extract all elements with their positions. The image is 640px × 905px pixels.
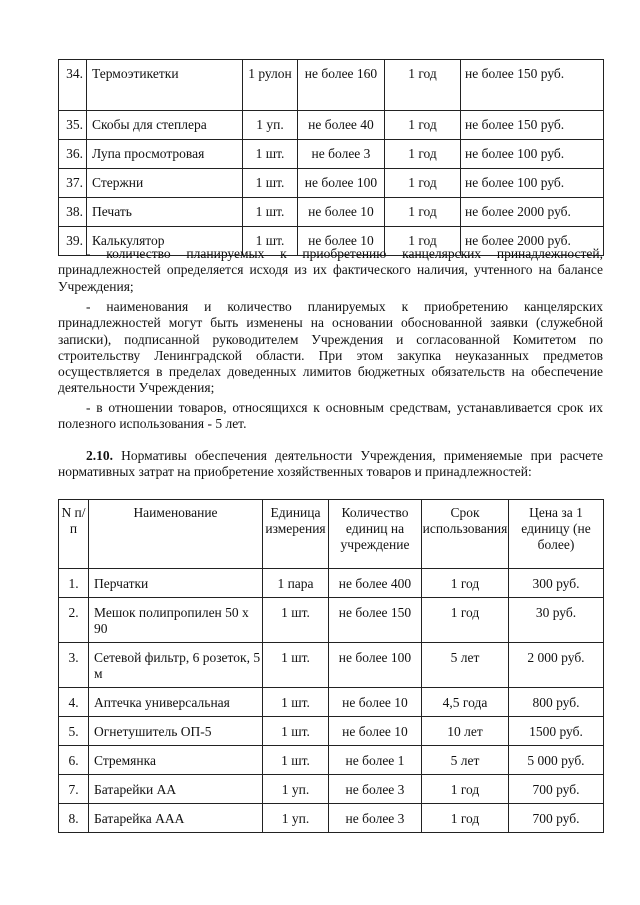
cell-qty: не более 3	[298, 140, 385, 169]
cell-term: 1 год	[422, 598, 509, 643]
header-term: Срок использования	[422, 500, 509, 569]
cell-unit: 1 шт.	[263, 688, 329, 717]
table-header-row	[59, 500, 604, 569]
section-number: 2.10.	[86, 448, 113, 463]
section-heading	[58, 448, 603, 481]
header-price: Цена за 1 единицу (не более)	[509, 500, 604, 569]
table-row	[59, 140, 604, 169]
supplies-table-continued	[58, 59, 604, 256]
header-qty: Количество единиц на учреждение	[329, 500, 422, 569]
table-row	[59, 169, 604, 198]
cell-name: Огнетушитель ОП-5	[89, 717, 263, 746]
cell-name: Сетевой фильтр, 6 розеток, 5 м	[89, 643, 263, 688]
cell-qty: не более 150	[329, 598, 422, 643]
cell-price: 800 руб.	[509, 688, 604, 717]
cell-term: 1 год	[385, 227, 461, 256]
cell-qty: не более 3	[329, 804, 422, 833]
cell-qty: не более 3	[329, 775, 422, 804]
cell-name: Лупа просмотровая	[87, 140, 243, 169]
cell-qty: не более 160	[298, 60, 385, 111]
cell-unit: 1 рулон	[243, 60, 298, 111]
table-row	[59, 804, 604, 833]
table-row	[59, 717, 604, 746]
header-unit: Единица измерения	[263, 500, 329, 569]
cell-qty: не более 1	[329, 746, 422, 775]
table-row	[59, 643, 604, 688]
cell-unit: 1 уп.	[243, 111, 298, 140]
cell-num: 7.	[59, 775, 89, 804]
cell-qty: не более 10	[329, 717, 422, 746]
cell-name: Стремянка	[89, 746, 263, 775]
cell-price: 2 000 руб.	[509, 643, 604, 688]
cell-unit: 1 уп.	[263, 775, 329, 804]
cell-price: 700 руб.	[509, 775, 604, 804]
table-row	[59, 598, 604, 643]
cell-name: Стержни	[87, 169, 243, 198]
cell-price: не более 2000 руб.	[461, 227, 604, 256]
cell-num: 1.	[59, 569, 89, 598]
household-goods-table	[58, 499, 604, 833]
cell-num: 36.	[59, 140, 87, 169]
cell-price: не более 150 руб.	[461, 111, 604, 140]
table-row	[59, 775, 604, 804]
cell-term: 4,5 года	[422, 688, 509, 717]
cell-price: не более 2000 руб.	[461, 198, 604, 227]
cell-term: 1 год	[385, 111, 461, 140]
cell-term: 1 год	[422, 804, 509, 833]
cell-price: не более 100 руб.	[461, 140, 604, 169]
cell-term: 1 год	[385, 169, 461, 198]
cell-num: 6.	[59, 746, 89, 775]
cell-name: Скобы для степлера	[87, 111, 243, 140]
cell-term: 1 год	[385, 140, 461, 169]
cell-unit: 1 уп.	[263, 804, 329, 833]
cell-qty: не более 100	[329, 643, 422, 688]
cell-term: 1 год	[422, 569, 509, 598]
cell-num: 39.	[59, 227, 87, 256]
cell-unit: 1 пара	[263, 569, 329, 598]
cell-unit: 1 шт.	[243, 198, 298, 227]
note-fixed-assets: - в отношении товаров, относящихся к основным средствам, устанавливается срок их полезного использования - 5 лет.	[58, 400, 603, 432]
cell-price: 700 руб.	[509, 804, 604, 833]
cell-unit: 1 шт.	[243, 227, 298, 256]
table-row	[59, 569, 604, 598]
cell-num: 4.	[59, 688, 89, 717]
cell-num: 37.	[59, 169, 87, 198]
cell-price: 5 000 руб.	[509, 746, 604, 775]
note-names-changes: - наименования и количество планируемых к приобретению канцелярских принадлежностей могут быть изменены на основании обоснованной заявки (служебной записки), подписанной руководителем Учреждения и согласованной Комитетом по строительству Ленинградской области. При этом закупка неуказанных предметов осуществляется в пределах доведенных лимитов бюджетных обязательств на обеспечение деятельности Учреждения;	[58, 299, 603, 396]
table-row	[59, 688, 604, 717]
cell-num: 34.	[59, 60, 87, 111]
cell-qty: не более 10	[329, 688, 422, 717]
cell-term: 10 лет	[422, 717, 509, 746]
cell-price: 300 руб.	[509, 569, 604, 598]
cell-name: Батарейка ААА	[89, 804, 263, 833]
cell-name: Перчатки	[89, 569, 263, 598]
cell-qty: не более 100	[298, 169, 385, 198]
cell-name: Мешок полипропилен 50 х 90	[89, 598, 263, 643]
table-row	[59, 111, 604, 140]
table-row	[59, 60, 604, 111]
header-num: N п/п	[59, 500, 89, 569]
cell-num: 38.	[59, 198, 87, 227]
cell-term: 1 год	[385, 198, 461, 227]
cell-unit: 1 шт.	[243, 169, 298, 198]
header-name: Наименование	[89, 500, 263, 569]
table-row	[59, 746, 604, 775]
cell-num: 35.	[59, 111, 87, 140]
cell-unit: 1 шт.	[263, 643, 329, 688]
table-row	[59, 198, 604, 227]
cell-unit: 1 шт.	[243, 140, 298, 169]
cell-num: 5.	[59, 717, 89, 746]
cell-qty: не более 400	[329, 569, 422, 598]
cell-num: 3.	[59, 643, 89, 688]
cell-qty: не более 40	[298, 111, 385, 140]
cell-unit: 1 шт.	[263, 598, 329, 643]
cell-num: 2.	[59, 598, 89, 643]
cell-term: 1 год	[385, 60, 461, 111]
cell-price: 1500 руб.	[509, 717, 604, 746]
cell-price: 30 руб.	[509, 598, 604, 643]
cell-term: 5 лет	[422, 746, 509, 775]
cell-unit: 1 шт.	[263, 717, 329, 746]
cell-name: Аптечка универсальная	[89, 688, 263, 717]
section-text: Нормативы обеспечения деятельности Учреждения, применяемые при расчете нормативных затрат на приобретение хозяйственных товаров и принадлежностей:	[58, 448, 603, 480]
cell-name: Батарейки АА	[89, 775, 263, 804]
cell-term: 5 лет	[422, 643, 509, 688]
cell-term: 1 год	[422, 775, 509, 804]
cell-num: 8.	[59, 804, 89, 833]
cell-price: не более 100 руб.	[461, 169, 604, 198]
cell-qty: не более 10	[298, 198, 385, 227]
cell-name: Термоэтикетки	[87, 60, 243, 111]
cell-qty: не более 10	[298, 227, 385, 256]
note-quantity-basis: - количество планируемых к приобретению канцелярских принадлежностей, принадлежностей определяется исходя из их фактического наличия, учтенного на балансе Учреждения;	[58, 246, 603, 294]
cell-name: Печать	[87, 198, 243, 227]
cell-unit: 1 шт.	[263, 746, 329, 775]
cell-price: не более 150 руб.	[461, 60, 604, 111]
cell-name: Калькулятор	[87, 227, 243, 256]
